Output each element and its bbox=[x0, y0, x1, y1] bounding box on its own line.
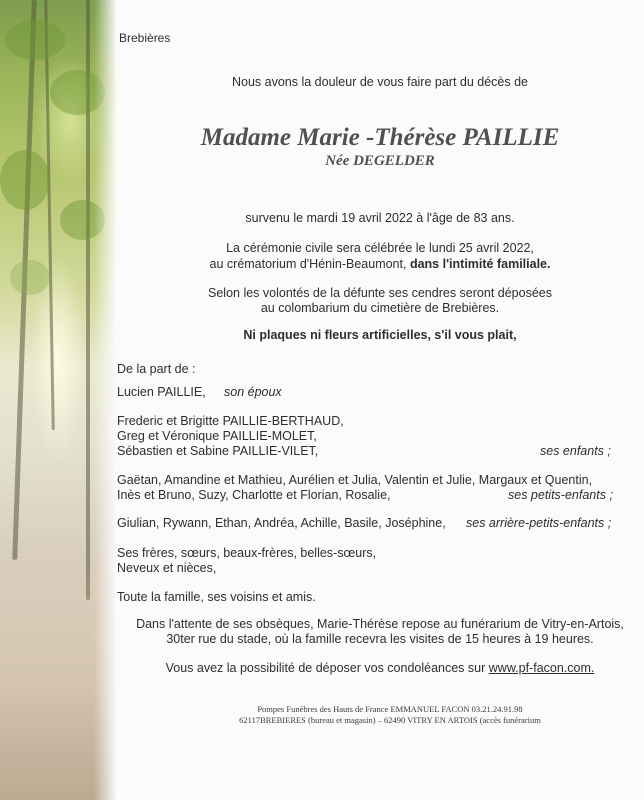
ashes-line-2: au colombarium du cimetière de Brebières. bbox=[260, 301, 500, 315]
grandchildren-role: ses petits-enfants ; bbox=[508, 488, 613, 502]
funeral-home-line-2: 30ter rue du stade, où la famille recevra les visites de 15 heures à 19 heures. bbox=[166, 632, 594, 646]
child-entry: Sébastien et Sabine PAILLIE-VILET, bbox=[117, 444, 319, 458]
location-label: Brebières bbox=[119, 31, 171, 45]
ceremony-private: dans l'intimité familiale. bbox=[409, 257, 551, 271]
siblings-line-1: Ses frères, sœurs, beaux-frères, belles-sœurs, bbox=[117, 546, 377, 560]
great-grandchildren: Giulian, Rywann, Ethan, Andréa, Achille, Basile, Joséphine, bbox=[117, 516, 446, 530]
child-entry: Frederic et Brigitte PAILLIE-BERTHAUD, bbox=[117, 414, 344, 428]
funeral-home-line-1: Dans l'attente de ses obsèques, Marie-Thérèse repose au funérarium de Vitry-en-Artois, bbox=[136, 617, 624, 631]
tree-trunk bbox=[44, 0, 55, 430]
condolences-link[interactable]: www.pf-facon.com. bbox=[488, 661, 595, 675]
spouse-role: son époux bbox=[224, 385, 282, 399]
foliage bbox=[10, 260, 50, 295]
intro-text: Nous avons la douleur de vous faire part du décès de bbox=[231, 75, 529, 89]
ceremony-place: au crématorium d'Hénin-Beaumont, bbox=[209, 257, 407, 271]
children-role: ses enfants ; bbox=[540, 444, 611, 458]
foliage bbox=[0, 150, 50, 210]
maiden-name: Née DEGELDER bbox=[325, 153, 435, 169]
photo-fade-edge bbox=[94, 0, 116, 800]
footer-line-1: Pompes Funèbres des Hauts de France EMMANUEL FACON 03.21.24.91.98 bbox=[257, 704, 523, 714]
ceremony-line-2 bbox=[116, 257, 644, 272]
foliage bbox=[5, 20, 65, 60]
ceremony-line-1: La cérémonie civile sera célébrée le lundi 25 avril 2022, bbox=[226, 241, 534, 255]
great-grandchildren-role: ses arrière-petits-enfants ; bbox=[466, 516, 612, 530]
all-family-text: Toute la famille, ses voisins et amis. bbox=[117, 590, 316, 604]
grandchildren-line-2: Inès et Bruno, Suzy, Charlotte et Florian, Rosalie, bbox=[117, 488, 391, 502]
ashes-line-1: Selon les volontés de la défunte ses cendres seront déposées bbox=[208, 286, 552, 300]
from-label: De la part de : bbox=[117, 362, 196, 376]
condolences-line bbox=[116, 661, 644, 676]
siblings-line-2: Neveux et nièces, bbox=[117, 561, 217, 575]
footer-line-2: 62117BREBIERES (bureau et magasin) – 62490 VITRY EN ARTOIS (accès funérarium bbox=[239, 715, 541, 725]
no-flowers-notice: Ni plaques ni fleurs artificielles, s'il vous plait, bbox=[243, 328, 517, 342]
deceased-name: Madame Marie -Thérèse PAILLIE bbox=[200, 124, 560, 151]
forest-photo-border bbox=[0, 0, 116, 800]
death-date-text: survenu le mardi 19 avril 2022 à l'âge de 83 ans. bbox=[245, 211, 515, 225]
child-entry: Greg et Véronique PAILLIE-MOLET, bbox=[117, 429, 317, 443]
condolences-text: Vous avez la possibilité de déposer vos condoléances sur bbox=[165, 661, 486, 675]
spouse-name: Lucien PAILLIE, bbox=[117, 385, 206, 399]
grandchildren-line-1: Gaëtan, Amandine et Mathieu, Aurélien et Julia, Valentin et Julie, Margaux et Quentin, bbox=[117, 473, 593, 487]
